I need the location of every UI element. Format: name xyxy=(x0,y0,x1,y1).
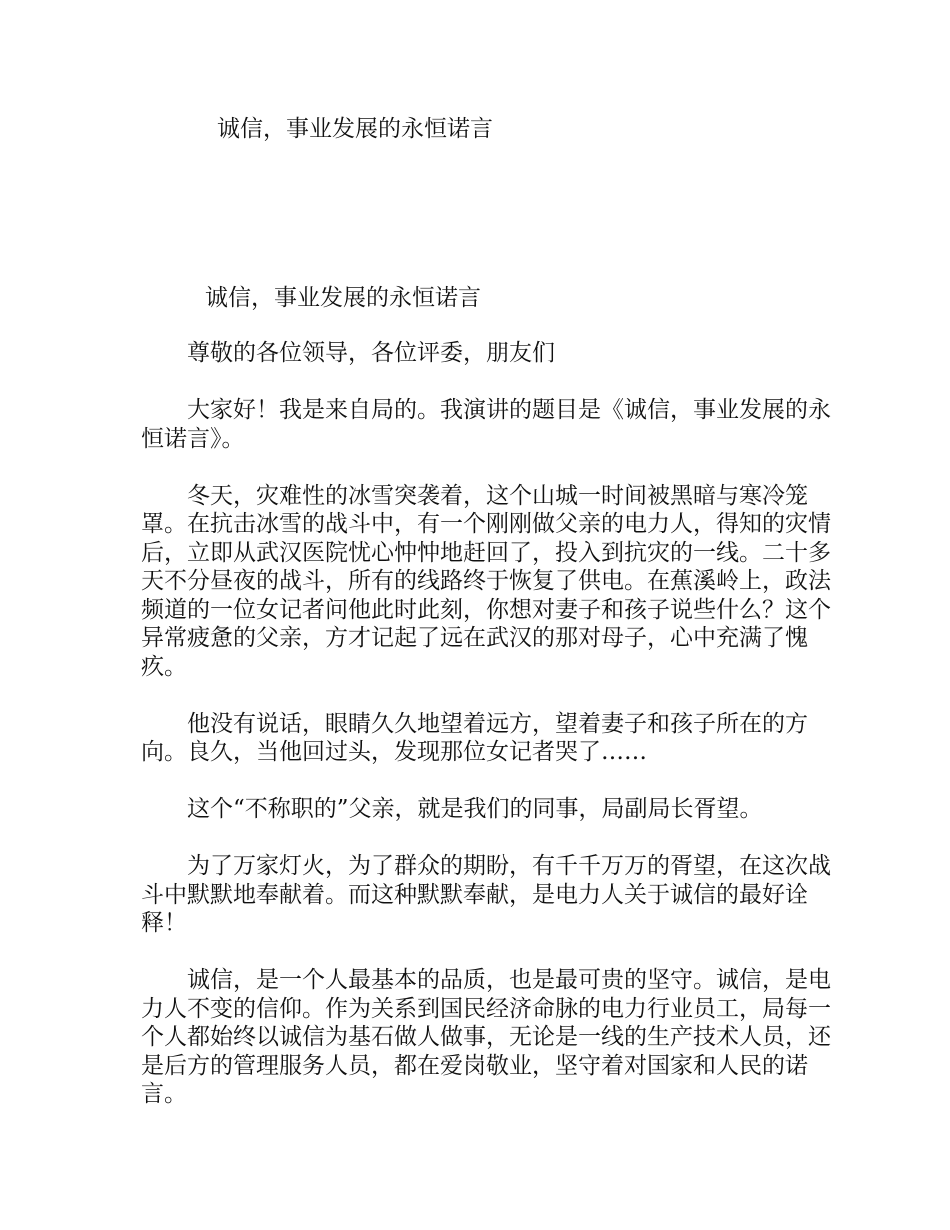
paragraph-greeting: 大家好！我是来自局的。我演讲的题目是《诚信，事业发展的永恒诺言》。 xyxy=(141,397,831,452)
document-title: 诚信，事业发展的永恒诺言 xyxy=(205,285,481,311)
header-title: 诚信，事业发展的永恒诺言 xyxy=(217,116,493,142)
document-body xyxy=(141,339,831,1137)
paragraph-salutation: 尊敬的各位领导，各位评委，朋友们 xyxy=(187,340,555,366)
paragraph-integrity: 诚信，是一个人最基本的品质，也是最可贵的坚守。诚信，是电力人不变的信仰。作为关系到国民经济命脉的电力行业员工，局每一个人都始终以诚信为基石做人做事，无论是一线的生产技术人员，还是后方的管理服务人员，都在爱岗敬业，坚守着对国家和人民的诺言。 xyxy=(141,967,831,1107)
paragraph-dedication: 为了万家灯火，为了群众的期盼，有千千万万的胥望，在这次战斗中默默地奉献着。而这种默默奉献，是电力人关于诚信的最好诠释！ xyxy=(141,853,831,936)
paragraph-silence: 他没有说话，眼睛久久地望着远方，望着妻子和孩子所在的方向。良久，当他回过头，发现那位女记者哭了…… xyxy=(141,710,808,765)
paragraph-colleague: 这个“不称职的”父亲，就是我们的同事，局副局长胥望。 xyxy=(187,796,763,822)
paragraph-winter-story: 冬天，灾难性的冰雪突袭着，这个山城一时间被黑暗与寒冷笼罩。在抗击冰雪的战斗中，有一个刚刚做父亲的电力人，得知的灾情后，立即从武汉医院忧心忡忡地赶回了，投入到抗灾的一线。二十多天不分昼夜的战斗，所有的线路终于恢复了供电。在蕉溪岭上，政法频道的一位女记者问他此时此刻，你想对妻子和孩子说些什么？这个异常疲惫的父亲，方才记起了远在武汉的那对母子，心中充满了愧疚。 xyxy=(141,482,831,680)
